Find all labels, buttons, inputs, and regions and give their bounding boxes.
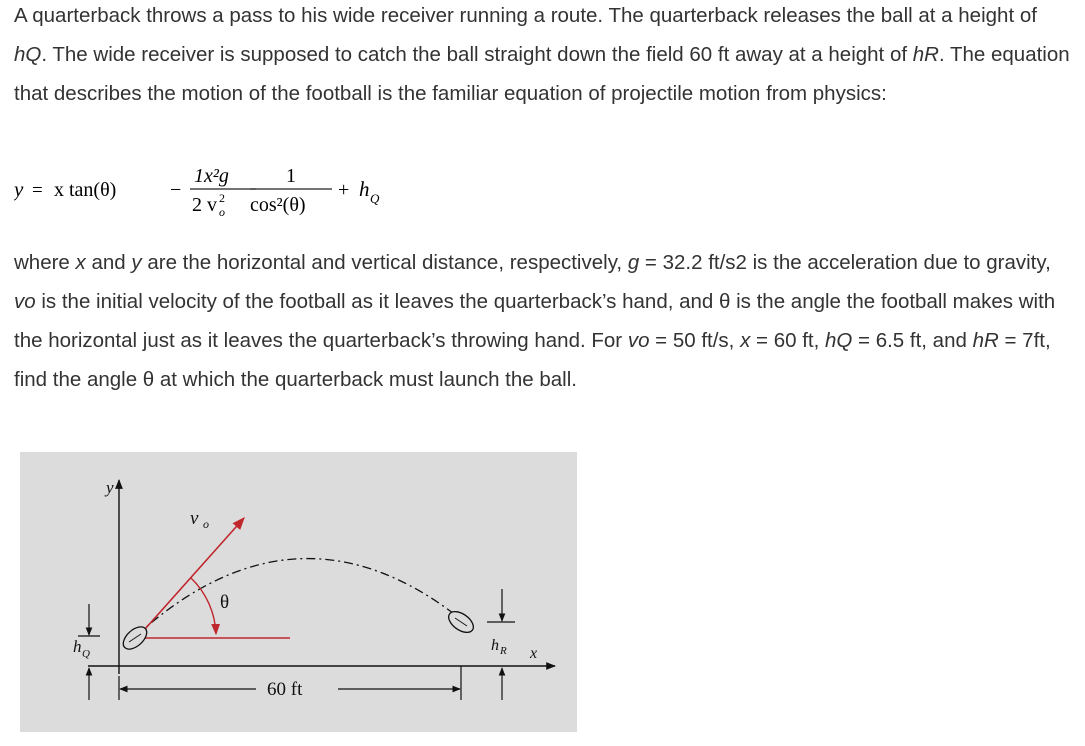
y-variable: y — [131, 251, 142, 274]
intro-text: A quarterback throws a pass to his wide receiver running a route. The quarterback releases the ball at a height of — [14, 4, 1037, 27]
eq-frac1-den-sub: o — [219, 205, 225, 219]
eq-frac2-numerator: 1 — [286, 165, 296, 187]
velocity-label-sub: o — [203, 517, 209, 531]
eq-plus: + — [338, 179, 350, 201]
definitions-text: = 7ft, find the angle θ at which the quarterback must launch the ball. — [14, 329, 1051, 391]
intro-text: . The equation that describes the motion of the football is the familiar equation of projectile motion from physics: — [14, 43, 1070, 105]
hq-label: h — [73, 637, 82, 656]
hr-variable: hR — [912, 43, 939, 66]
eq-last-term: h — [359, 177, 370, 201]
eq-last-sub: Q — [370, 191, 380, 206]
vo-variable: vo — [627, 329, 650, 352]
angle-label: θ — [220, 592, 230, 613]
definitions-text: = 60 ft, — [750, 329, 825, 352]
eq-frac2-denominator: cos²(θ) — [250, 194, 306, 216]
vo-variable: vo — [14, 290, 36, 313]
x-axis-label: x — [530, 645, 538, 662]
definitions-text: = 32.2 ft/s2 is the acceleration due to gravity, — [639, 251, 1051, 274]
x-variable: x — [740, 329, 751, 352]
definitions-text: where — [14, 251, 76, 274]
eq-lhs: y — [14, 177, 24, 201]
definitions-text: are the horizontal and vertical distance, respectively, — [141, 251, 628, 274]
projectile-equation — [14, 158, 434, 230]
intro-text: . The wide receiver is supposed to catch the ball straight down the field 60 ft away at a height of — [41, 43, 913, 66]
distance-label: 60 ft — [267, 679, 303, 700]
definitions-text: and — [85, 251, 132, 274]
hr-label-sub: R — [500, 645, 507, 657]
eq-frac1-den-sup: 2 — [219, 191, 225, 205]
hr-variable: hR — [972, 329, 999, 352]
problem-intro-paragraph — [14, 0, 1074, 113]
eq-minus: − — [170, 179, 182, 201]
trajectory-path — [137, 559, 462, 635]
y-axis-label: y — [106, 478, 114, 497]
eq-frac1-numerator: 1x²g — [194, 165, 229, 187]
x-variable: x — [75, 251, 86, 274]
velocity-vector — [137, 518, 244, 638]
eq-term1: x tan(θ) — [54, 179, 117, 201]
football-catch-icon — [445, 607, 477, 636]
hq-label-sub: Q — [82, 648, 90, 660]
definitions-text: is the initial velocity of the football as it leaves the quarterback’s hand, and θ is the angle the football makes with the horizontal just as it leaves the quarterback’s throwing hand. For — [14, 290, 1056, 352]
problem-definitions-paragraph — [14, 243, 1074, 399]
eq-frac1-denominator: 2 v — [192, 194, 217, 216]
hq-variable: hQ — [824, 329, 853, 352]
trajectory-figure — [20, 452, 577, 732]
definitions-text: = 50 ft/s, — [649, 329, 741, 352]
velocity-label: v — [190, 508, 199, 529]
definitions-text: = 6.5 ft, and — [852, 329, 973, 352]
g-variable: g — [627, 251, 640, 274]
hq-variable: hQ — [14, 43, 42, 66]
hr-label: h — [491, 637, 499, 654]
eq-equals: = — [32, 180, 43, 201]
